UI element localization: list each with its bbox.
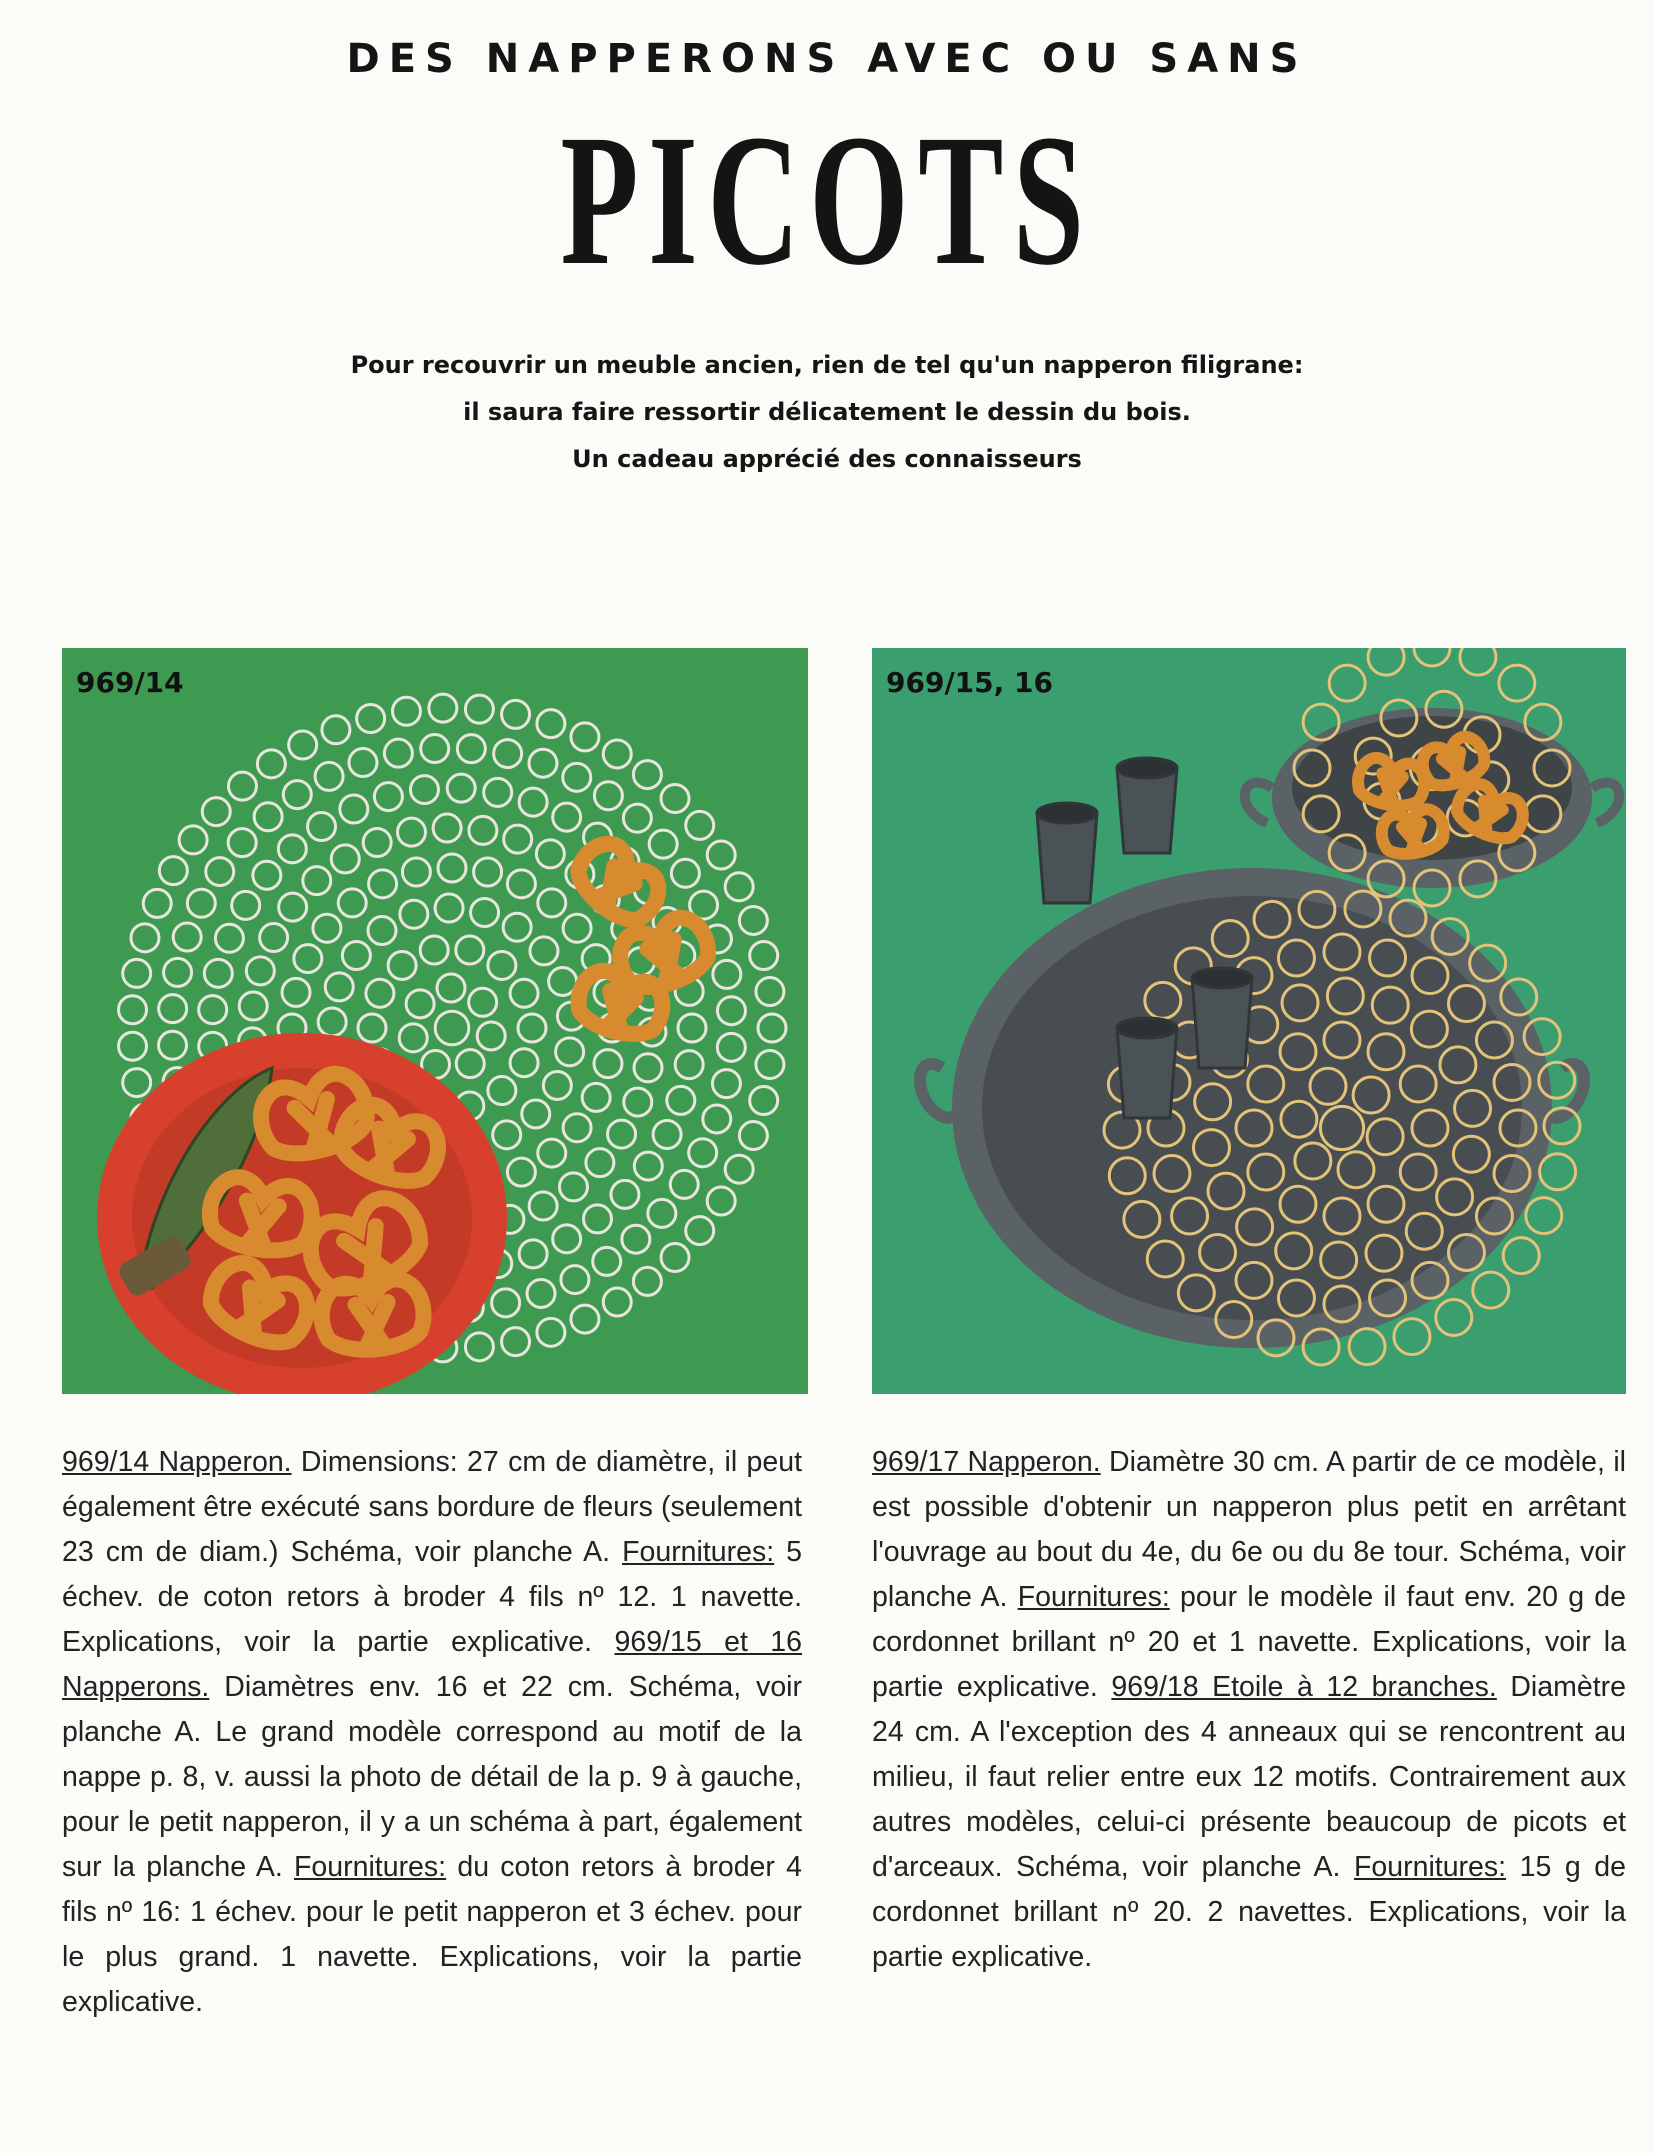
description-paragraph [872,1440,1626,1980]
item-text: Diamètres env. 16 et 22 cm. Schéma, voir planche A. Le grand modèle correspond au motif de la nappe p. 8, v. aussi la photo de détail de la p. 9 à gauche, pour le petit napperon, il y a un schéma à part, également sur la planche A. [62,1671,802,1883]
intro-line: Pour recouvrir un meuble ancien, rien de tel qu'un napperon filigrane: [350,351,1304,379]
intro-line: Un cadeau apprécié des connaisseurs [572,445,1082,473]
photo-label: 969/15, 16 [886,666,1053,699]
description-column-left [62,1440,802,2025]
item-text: 15 g de cordonnet brillant nº 20. 2 navettes. Explications, voir la partie explicative. [872,1851,1626,1973]
item-text: Diamètre 30 cm. A partir de ce modèle, il est possible d'obtenir un napperon plus petit en arrêtant l'ouvrage au bout du 4e, du 6e ou du 8e tour. Schéma, voir planche A. [872,1446,1626,1613]
page-title: PICOTS [560,95,1094,304]
item-heading: 969/18 Etoile à 12 branches. [1111,1671,1497,1703]
item-heading: Fournitures: [294,1851,447,1883]
intro-line: il saura faire ressortir délicatement le dessin du bois. [463,398,1191,426]
item-text: Diamètre 24 cm. A l'exception des 4 anneaux qui se rencontrent au milieu, il faut relier entre eux 12 motifs. Contrairement aux autres modèles, celui-ci présente beaucoup de picots et d'arceaux. Schéma, voir planche A. [872,1671,1626,1883]
intro-text [0,342,1654,483]
doily-illustration [62,648,808,1394]
item-heading: 969/14 Napperon. [62,1446,292,1478]
item-text: du coton retors à broder 4 fils nº 16: 1 échev. pour le petit napperon et 3 échev. pour le plus grand. 1 navette. Explications, voir la partie explicative. [62,1851,802,2018]
item-text: pour le modèle il faut env. 20 g de cordonnet brillant nº 20 et 1 navette. Explications, voir la partie explicative. [872,1581,1627,1703]
item-heading: 969/17 Napperon. [872,1446,1101,1478]
description-column-right [872,1440,1626,1980]
photo-doily-969-14 [62,648,808,1394]
item-text: Dimensions: 27 cm de diamètre, il peut également être exécuté sans bordure de fleurs (seulement 23 cm de diam.) Schéma, voir planche A. [62,1446,802,1568]
photo-doilies-969-15-16 [872,648,1626,1394]
description-paragraph [62,1440,802,2025]
kicker-heading: DES NAPPERONS AVEC OU SANS [346,36,1308,82]
item-heading: 969/15 et 16 Napperons. [62,1626,802,1703]
item-heading: Fournitures: [1354,1851,1507,1883]
tray-illustration [872,648,1626,1394]
item-text: 5 échev. de coton retors à broder 4 fils nº 12. 1 navette. Explications, voir la partie explicative. [62,1536,802,1658]
item-heading: Fournitures: [1017,1581,1170,1613]
photo-label: 969/14 [76,666,184,699]
item-heading: Fournitures: [622,1536,775,1568]
